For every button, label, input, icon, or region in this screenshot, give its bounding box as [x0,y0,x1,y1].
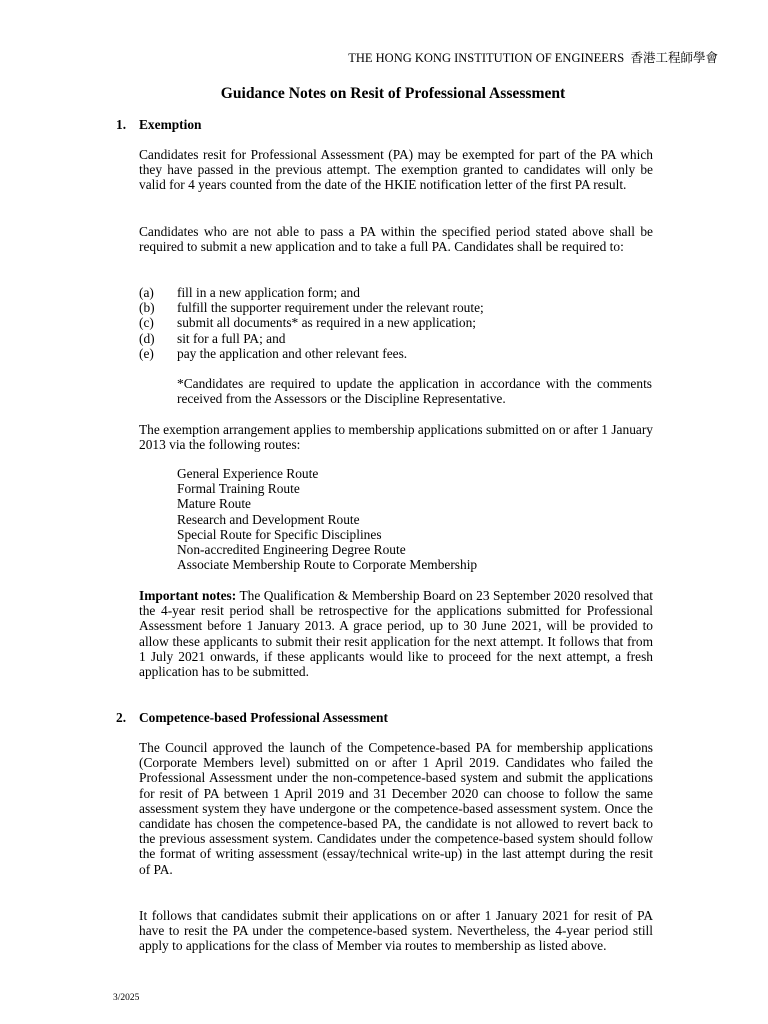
exemption-paragraph-3: The exemption arrangement applies to membership applications submitted on or after 1 January 2013 via the following routes: [139,422,653,453]
list-item: Mature Route [177,496,252,512]
important-notes-paragraph [139,588,653,679]
section-1-title: Exemption [139,117,202,132]
section-2-number: 2. [116,710,127,725]
competence-paragraph-1: The Council approved the launch of the Competence-based PA for membership applications (Corporate Members level) submitted on or after 1 April 2019. Candidates who failed the Professional Assessment under the non-competence-based system and submit the applications for resit of PA between 1 April 2019 and 31 December 2020 can choose to follow the same assessment system they have undergone or the competence-based assessment system. Once the candidate has chosen the competence-based PA, the candidate is not allowed to revert back to the previous assessment system. Candidates under the competence-based system should follow the format of writing assessment (essay/technical write-up) in the last attempt during the resit of PA. [139,740,653,877]
section-1-number: 1. [116,117,127,132]
list-item: (d) sit for a full PA; and [139,330,286,346]
exemption-paragraph-1: Candidates resit for Professional Assessment (PA) may be exempted for part of the PA which they have passed in the previous attempt. The exemption granted to candidates will only be valid for 4 years counted from the date of the HKIE notification letter of the first PA result. [139,147,653,193]
documents-footnote: *Candidates are required to update the application in accordance with the comments received from the Assessors or the Discipline Representative. [177,376,652,407]
list-item: (b) fulfill the supporter requirement under the relevant route; [139,300,484,316]
section-2-heading [116,710,388,725]
list-item: Research and Development Route [177,511,360,527]
competence-paragraph-2: It follows that candidates submit their applications on or after 1 January 2021 for resit of PA have to resit the PA under the competence-based system. Nevertheless, the 4-year period still apply to applications for the class of Member via routes to membership as listed above. [139,908,653,954]
page-header [348,51,718,66]
list-item: Formal Training Route [177,481,300,497]
org-name-english: THE HONG KONG INSTITUTION OF ENGINEERS [348,51,625,65]
requirements-list [139,285,484,361]
important-notes-text: The Qualification & Membership Board on 23 September 2020 resolved that the 4-year resit period shall be retrospective for the applications submitted for Professional Assessment before 1 January 2013. A grace period, up to 30 June 2021, will be provided to allow these applicants to submit their resit application for the next attempt. It follows that from 1 July 2021 onwards, if these applicants would like to proceed for the next attempt, a fresh application has to be submitted. [139,588,653,680]
list-item: (e) pay the application and other relevant fees. [139,345,408,361]
list-item: Non-accredited Engineering Degree Route [177,542,406,558]
section-1-heading [116,117,202,132]
footer-date: 3/2025 [113,993,140,1003]
exemption-paragraph-2: Candidates who are not able to pass a PA within the specified period stated above shall be required to submit a new application and to take a full PA. Candidates shall be required to: [139,224,653,255]
list-item: Associate Membership Route to Corporate Membership [177,557,478,573]
list-item: General Experience Route [177,466,319,481]
routes-list [177,466,477,572]
org-name-chinese: 香港工程師學會 [630,51,718,65]
list-item: (c) submit all documents* as required in a new application; [139,315,476,331]
important-notes-label: Important notes: [139,588,237,603]
list-item: (a) fill in a new application form; and [139,285,360,300]
list-item: Special Route for Specific Disciplines [177,526,382,542]
document-title: Guidance Notes on Resit of Professional Assessment [220,85,566,102]
section-2-title: Competence-based Professional Assessment [139,710,388,725]
